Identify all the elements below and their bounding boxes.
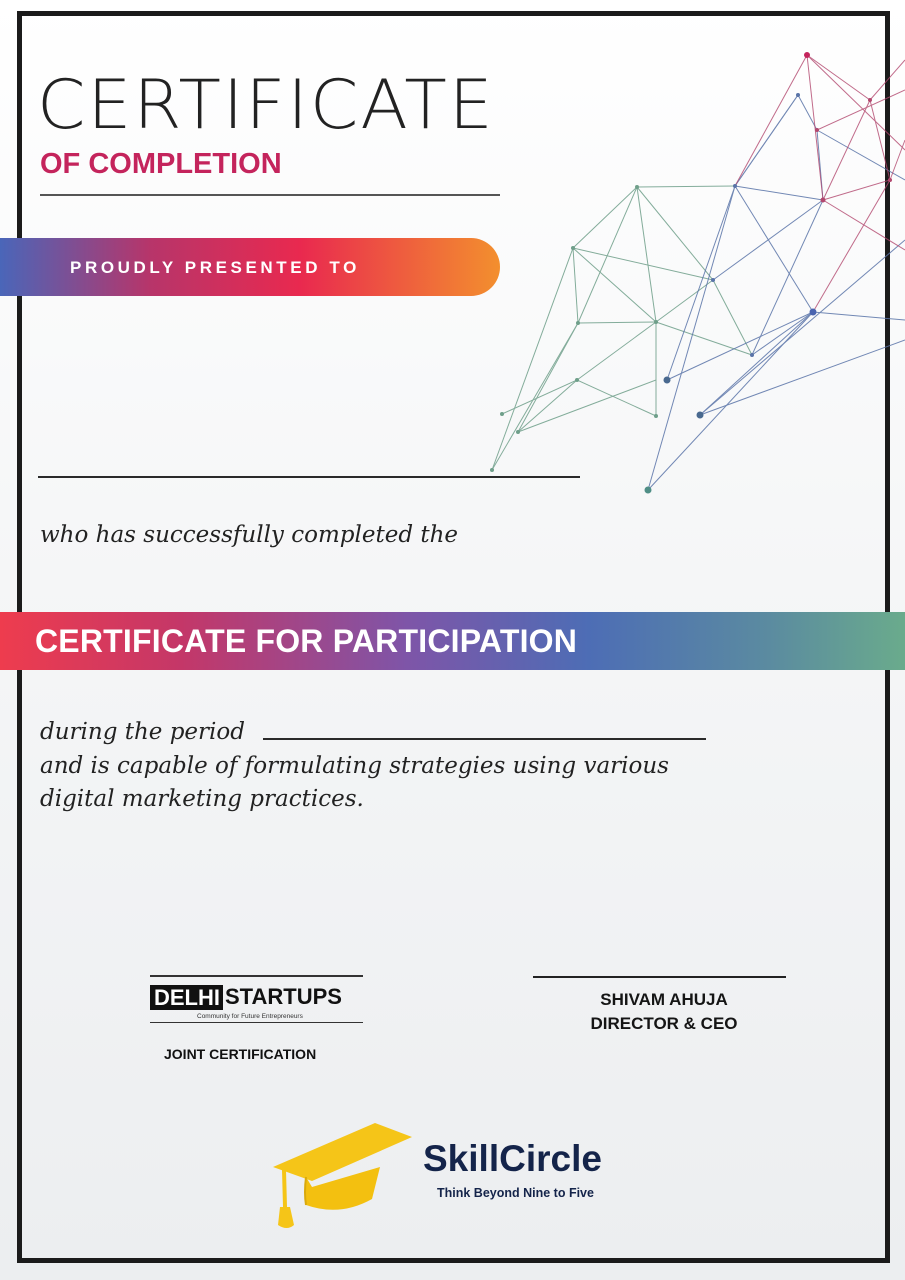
recipient-name-line [38,476,580,478]
presented-label: PROUDLY PRESENTED TO [70,258,360,277]
certificate-subtitle: OF COMPLETION [40,148,282,180]
signatory-name: SHIVAM AHUJA [600,990,728,1009]
joint-certification-label: JOINT CERTIFICATION [164,1046,317,1062]
period-text: during the period [40,719,245,745]
signature-line [533,976,786,978]
brand-name: SkillCircle [423,1138,602,1179]
graduation-cap-icon [270,1115,420,1230]
logo-tagline: Community for Future Entrepreneurs [197,1012,303,1020]
program-title: CERTIFICATE FOR PARTICIPATION [35,623,578,659]
network-graphic [480,40,905,510]
period-line [263,738,706,740]
logo-startups: STARTUPS [225,984,342,1009]
logo-bottom-rule [150,1022,363,1024]
logo-delhi: DELHI [150,985,223,1010]
completed-text: who has successfully completed the [40,522,459,548]
certificate-title: CERTIFICATE [37,66,495,145]
capability-line-1: and is capable of formulating strategies using various [40,753,669,779]
delhi-startups-logo [150,975,363,1023]
brand-tagline: Think Beyond Nine to Five [437,1186,594,1200]
capability-line-2: digital marketing practices. [40,786,364,812]
signatory-role: DIRECTOR & CEO [590,1014,738,1033]
logo-top-rule [150,975,363,977]
title-divider [40,194,500,196]
